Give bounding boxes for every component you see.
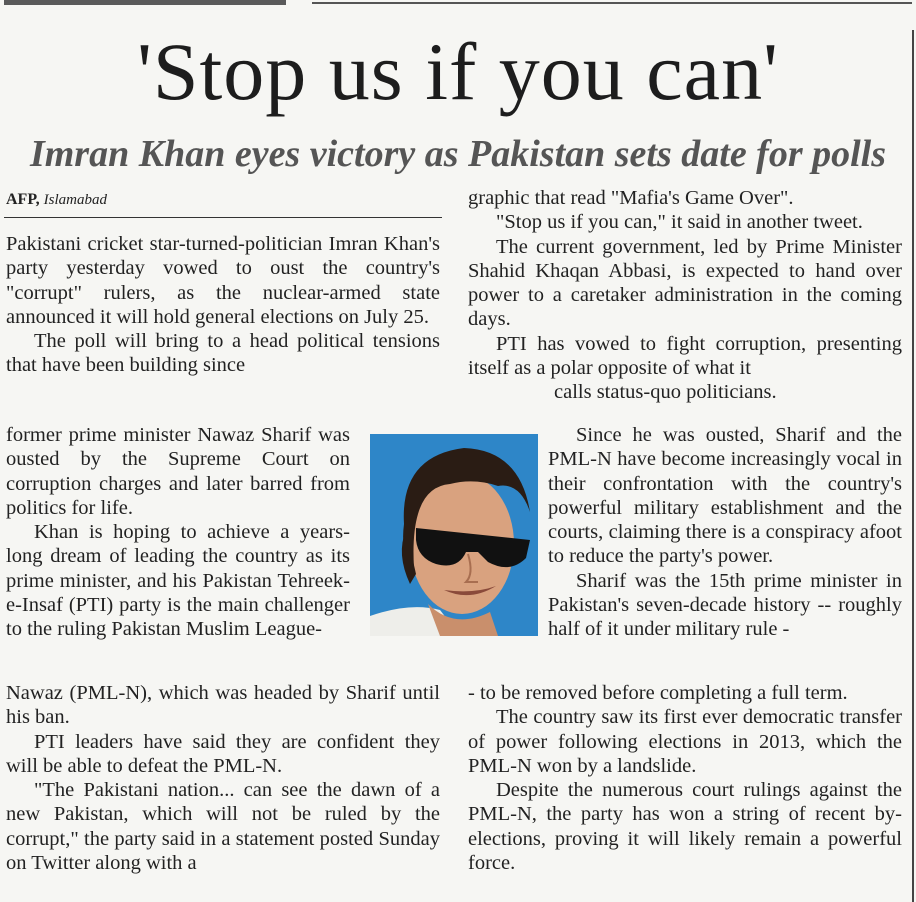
paragraph-continuation: calls status-quo politicians. [554,381,777,404]
imran-khan-photo [370,434,538,636]
paragraph: PTI has vowed to fight corruption, presenting itself as a polar opposite of what it [468,332,902,380]
paragraph: "Stop us if you can," it said in another tweet. [496,211,863,234]
top-rule-right [312,2,912,4]
paragraph: The country saw its first ever democratic transfer of power following elections in 2013, which the PML-N won by a landslide. [468,706,902,777]
paragraph: "The Pakistani nation... can see the dawn of a new Pakistan, which will not be ruled by the corrupt," the party said in a statement posted Sunday on Twitter along with a [6,779,440,875]
paragraph: Sharif was the 15th prime minister in Pakistan's seven-decade history -- roughly half of it under military rule - [548,569,902,641]
paragraph: Since he was ousted, Sharif and the PML-N have become increasingly vocal in their confrontation with the country's powerful military establishment and the courts, claiming there is a conspiracy afoot to reduce the party's power. [548,424,902,568]
byline-rule [4,217,442,218]
column-1-bottom [6,681,440,875]
byline-location: Islamabad [43,192,107,208]
paragraph: The poll will bring to a head political tensions that have been building since [6,330,440,377]
paragraph: Khan is hoping to achieve a years-long dream of leading the country as its prime minister, and his Pakistan Tehreek-e-Insaf (PTI) party is the main challenger to the ruling Pakistan Muslim League- [6,521,350,641]
paragraph: Despite the numerous court rulings against the PML-N, the party has won a string of recent by-elections, proving it will likely remain a powerful force. [468,779,902,875]
byline [6,188,107,212]
column-2-wrap [548,423,902,642]
portrait-image [370,434,538,636]
paragraph: former prime minister Nawaz Sharif was ousted by the Supreme Court on corruption charges and later barred from politics for life. [6,424,350,519]
paragraph: The current government, led by Prime Minister Shahid Khaqan Abbasi, is expected to hand over power to a caretaker administration in the coming days. [468,235,902,331]
subheadline: Imran Khan eyes victory as Pakistan sets date for polls [29,133,887,175]
column-2-bottom [468,681,902,875]
paragraph: Pakistani cricket star-turned-politician Imran Khan's party yesterday vowed to oust the country's "corrupt" rulers, as the nuclear-armed state announced it will hold general elections on July 25. [6,233,440,328]
column-1-wrap [6,423,350,642]
byline-agency: AFP, [6,191,40,208]
paragraph: Nawaz (PML-N), which was headed by Sharif until his ban. [6,682,440,729]
column-1-top [6,232,440,378]
headline: 'Stop us if you can' [137,26,779,117]
paragraph: graphic that read "Mafia's Game Over". [468,187,794,209]
paragraph: - to be removed before completing a full term. [468,682,848,704]
paragraph: PTI leaders have said they are confident they will be able to defeat the PML-N. [6,730,440,777]
column-2-top [468,186,902,405]
top-rule-left [4,0,286,5]
